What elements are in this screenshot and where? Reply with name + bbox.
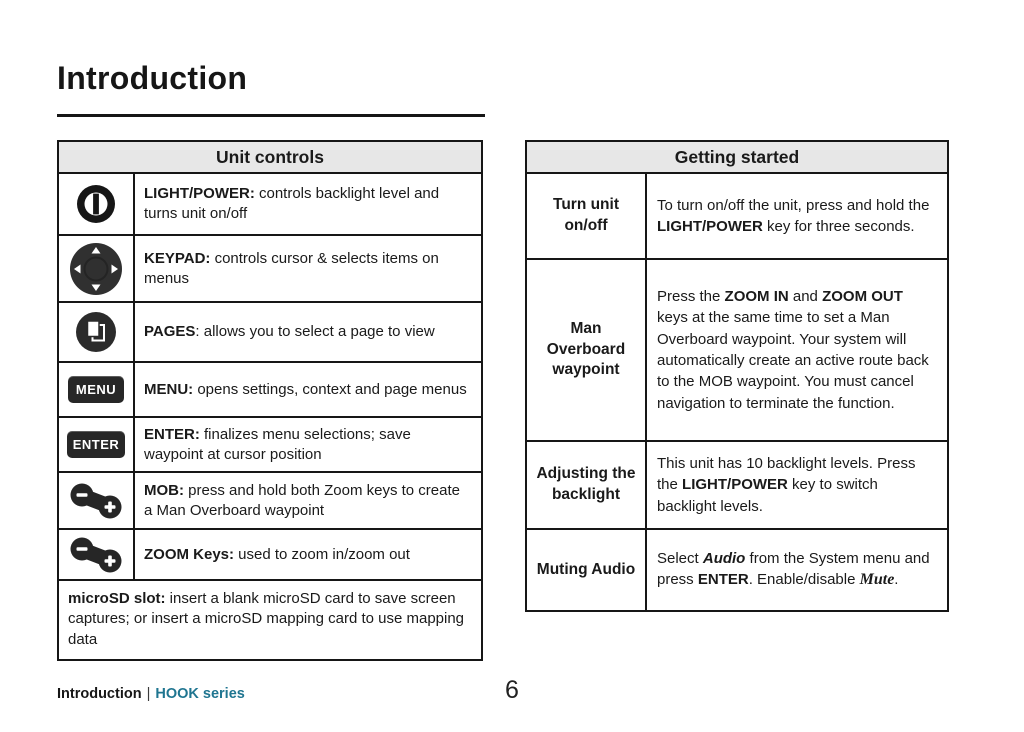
row-description: Press the ZOOM IN and ZOOM OUT keys at the same time to set a Man Overboard waypoint. Your system will automatically create an active route back to the MOB waypoint. You must cancel navigation to terminate the function. <box>657 288 929 412</box>
row-description: Select Audio from the System menu and press ENTER. Enable/disable Mute. <box>657 549 930 589</box>
unit-controls-table <box>57 140 483 661</box>
footer-separator: | <box>146 686 151 702</box>
power-icon <box>76 184 116 224</box>
table-row <box>527 442 947 530</box>
row-description: MOB: press and hold both Zoom keys to create a Man Overboard waypoint <box>144 481 460 519</box>
footer-section: Introduction <box>57 686 142 702</box>
row-description: LIGHT/POWER: controls backlight level and turns unit on/off <box>144 185 440 222</box>
table-row <box>59 530 481 581</box>
enter-key-cell <box>59 418 135 471</box>
row-description: MENU: opens settings, context and page menus <box>144 380 467 398</box>
footer-series: HOOK series <box>155 686 245 702</box>
power-icon-cell <box>59 174 135 234</box>
menu-key-cell <box>59 363 135 416</box>
getting-started-header: Getting started <box>527 142 947 174</box>
row-label: Man Overboard waypoint <box>527 260 647 440</box>
enter-key-icon: ENTER <box>67 431 125 458</box>
row-description: ZOOM Keys: used to zoom in/zoom out <box>144 545 410 563</box>
table-row <box>59 236 481 303</box>
row-description: To turn on/off the unit, press and hold the LIGHT/POWER key for three seconds. <box>657 196 930 235</box>
zoom-keys-icon <box>67 483 125 519</box>
getting-started-table <box>525 140 949 612</box>
keypad-icon-cell <box>59 236 135 301</box>
title-rule <box>57 114 485 117</box>
row-description: ENTER: finalizes menu selections; save waypoint at cursor position <box>144 425 411 463</box>
row-label: Adjusting the backlight <box>527 442 647 528</box>
zoom-keys-cell <box>59 530 135 579</box>
table-row <box>59 174 481 236</box>
unit-controls-header: Unit controls <box>59 142 481 174</box>
mob-keys-cell <box>59 473 135 528</box>
pages-icon-cell <box>59 303 135 361</box>
row-description: PAGES: allows you to select a page to view <box>144 323 435 341</box>
page-title: Introduction <box>57 60 248 96</box>
table-row <box>59 418 481 473</box>
menu-key-icon: MENU <box>68 376 124 403</box>
row-description: KEYPAD: controls cursor & selects items on menus <box>144 249 439 287</box>
keypad-icon <box>69 242 123 296</box>
zoom-keys-icon <box>67 537 125 573</box>
microsd-note: microSD slot: insert a blank microSD card to save screen captures; or insert a microSD mapping card to use mapping data <box>68 590 465 648</box>
pages-icon <box>75 311 117 353</box>
row-label: Turn unit on/off <box>527 174 647 258</box>
table-row <box>59 473 481 530</box>
table-row <box>527 174 947 260</box>
table-row <box>59 363 481 418</box>
page-number: 6 <box>505 676 519 704</box>
row-description: This unit has 10 backlight levels. Press the LIGHT/POWER key to switch backlight levels. <box>657 455 916 515</box>
table-row <box>527 260 947 442</box>
table-row <box>527 530 947 610</box>
row-label: Muting Audio <box>527 530 647 610</box>
table-row <box>59 303 481 363</box>
